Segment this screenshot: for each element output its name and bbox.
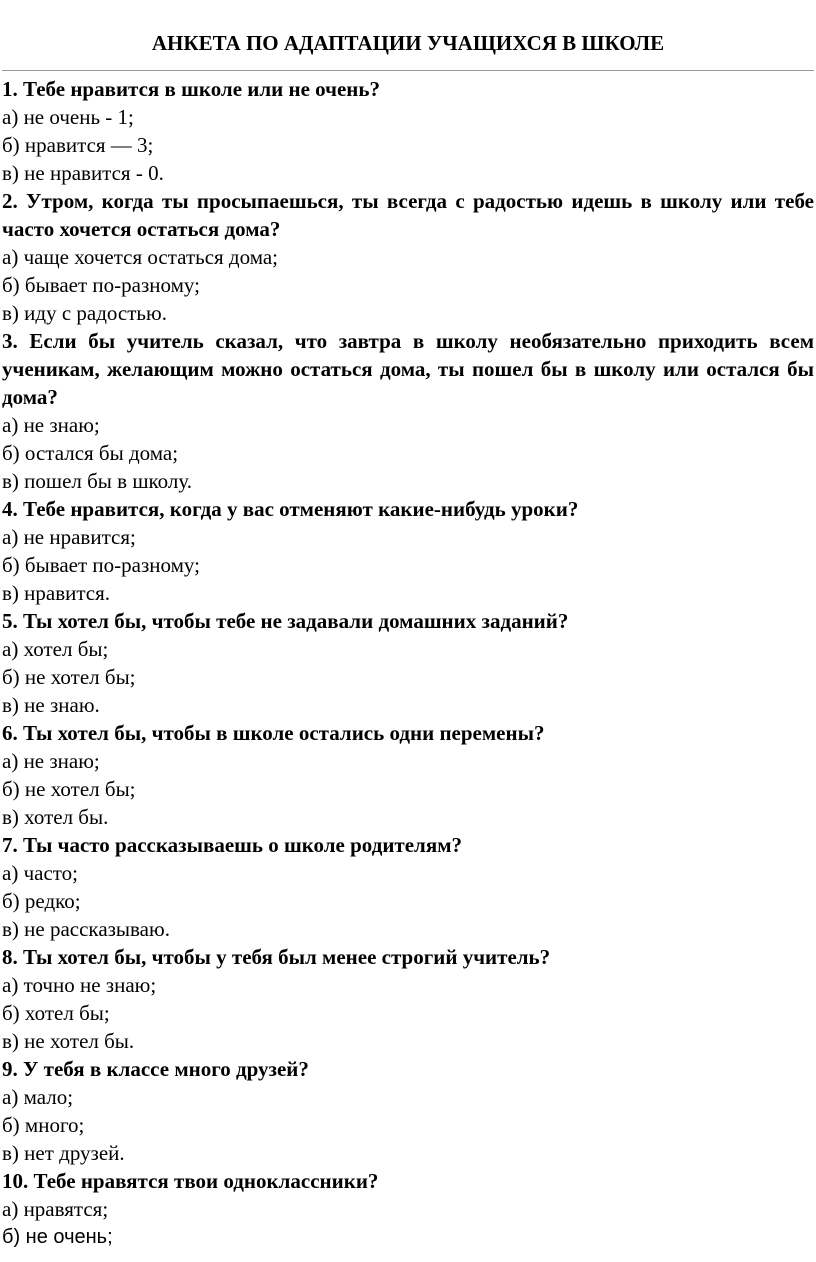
question-text: 9. У тебя в классе много друзей? <box>2 1057 309 1081</box>
answer-option: в) иду с радостью. <box>2 301 167 325</box>
answer-option: б) бывает по-разному; <box>2 553 200 577</box>
answer-options <box>2 971 814 1055</box>
answer-option: б) не очень; <box>2 1226 113 1248</box>
answer-option: б) не хотел бы; <box>2 777 136 801</box>
answer-option: а) часто; <box>2 861 79 885</box>
answer-option: б) не хотел бы; <box>2 665 136 689</box>
answer-option: в) нравится. <box>2 581 111 605</box>
answer-option: в) нет друзей. <box>2 1141 125 1165</box>
answer-options <box>2 523 814 607</box>
question-text: 3. Если бы учитель сказал, что завтра в школу необязательно приходить всем ученикам, желающим можно остаться дома, ты пошел бы в школу или остался бы дома? <box>2 329 814 409</box>
question-7 <box>2 831 814 943</box>
question-4 <box>2 495 814 607</box>
question-text: 7. Ты часто рассказываешь о школе родителям? <box>2 833 463 857</box>
answer-options <box>2 411 814 495</box>
answer-options <box>2 103 814 187</box>
question-text: 8. Ты хотел бы, чтобы у тебя был менее строгий учитель? <box>2 945 551 969</box>
question-text: 4. Тебе нравится, когда у вас отменяют какие-нибудь уроки? <box>2 497 579 521</box>
answer-option: а) не очень - 1; <box>2 105 134 129</box>
question-8 <box>2 943 814 1055</box>
answer-option: б) остался бы дома; <box>2 441 179 465</box>
answer-options <box>2 747 814 831</box>
question-text: 10. Тебе нравятся твои одноклассники? <box>2 1169 379 1193</box>
question-text: 1. Тебе нравится в школе или не очень? <box>2 77 380 101</box>
title-divider <box>2 70 814 71</box>
answer-option: в) не рассказываю. <box>2 917 170 941</box>
question-9 <box>2 1055 814 1167</box>
question-2 <box>2 187 814 327</box>
question-10 <box>2 1167 814 1251</box>
answer-option: а) не знаю; <box>2 749 100 773</box>
answer-option: б) бывает по-разному; <box>2 273 200 297</box>
answer-option: в) не знаю. <box>2 693 100 717</box>
questions-list <box>2 75 814 1251</box>
answer-option: б) много; <box>2 1113 85 1137</box>
answer-option: а) не нравится; <box>2 525 136 549</box>
answer-option: б) нравится — 3; <box>2 133 154 157</box>
question-text: 5. Ты хотел бы, чтобы тебе не задавали домашних заданий? <box>2 609 569 633</box>
answer-option: в) не хотел бы. <box>2 1029 135 1053</box>
answer-option: а) хотел бы; <box>2 637 109 661</box>
answer-options <box>2 1083 814 1167</box>
answer-options <box>2 859 814 943</box>
answer-options <box>2 243 814 327</box>
answer-option: а) чаще хочется остаться дома; <box>2 245 279 269</box>
answer-option: а) не знаю; <box>2 413 100 437</box>
answer-option: в) хотел бы. <box>2 805 109 829</box>
question-text: 2. Утром, когда ты просыпаешься, ты всегда с радостью идешь в школу или тебе часто хочется остаться дома? <box>2 189 814 241</box>
answer-option: б) хотел бы; <box>2 1001 110 1025</box>
answer-options <box>2 635 814 719</box>
question-5 <box>2 607 814 719</box>
answer-option: в) пошел бы в школу. <box>2 469 192 493</box>
answer-options <box>2 1195 814 1251</box>
question-3 <box>2 327 814 495</box>
question-text: 6. Ты хотел бы, чтобы в школе остались одни перемены? <box>2 721 545 745</box>
answer-option: а) мало; <box>2 1085 74 1109</box>
question-6 <box>2 719 814 831</box>
answer-option: а) нравятся; <box>2 1197 109 1221</box>
answer-option: а) точно не знаю; <box>2 973 157 997</box>
question-1 <box>2 75 814 187</box>
answer-option: б) редко; <box>2 889 81 913</box>
answer-option: в) не нравится - 0. <box>2 161 164 185</box>
document-title: АНКЕТА ПО АДАПТАЦИИ УЧАЩИХСЯ В ШКОЛЕ <box>151 31 665 55</box>
